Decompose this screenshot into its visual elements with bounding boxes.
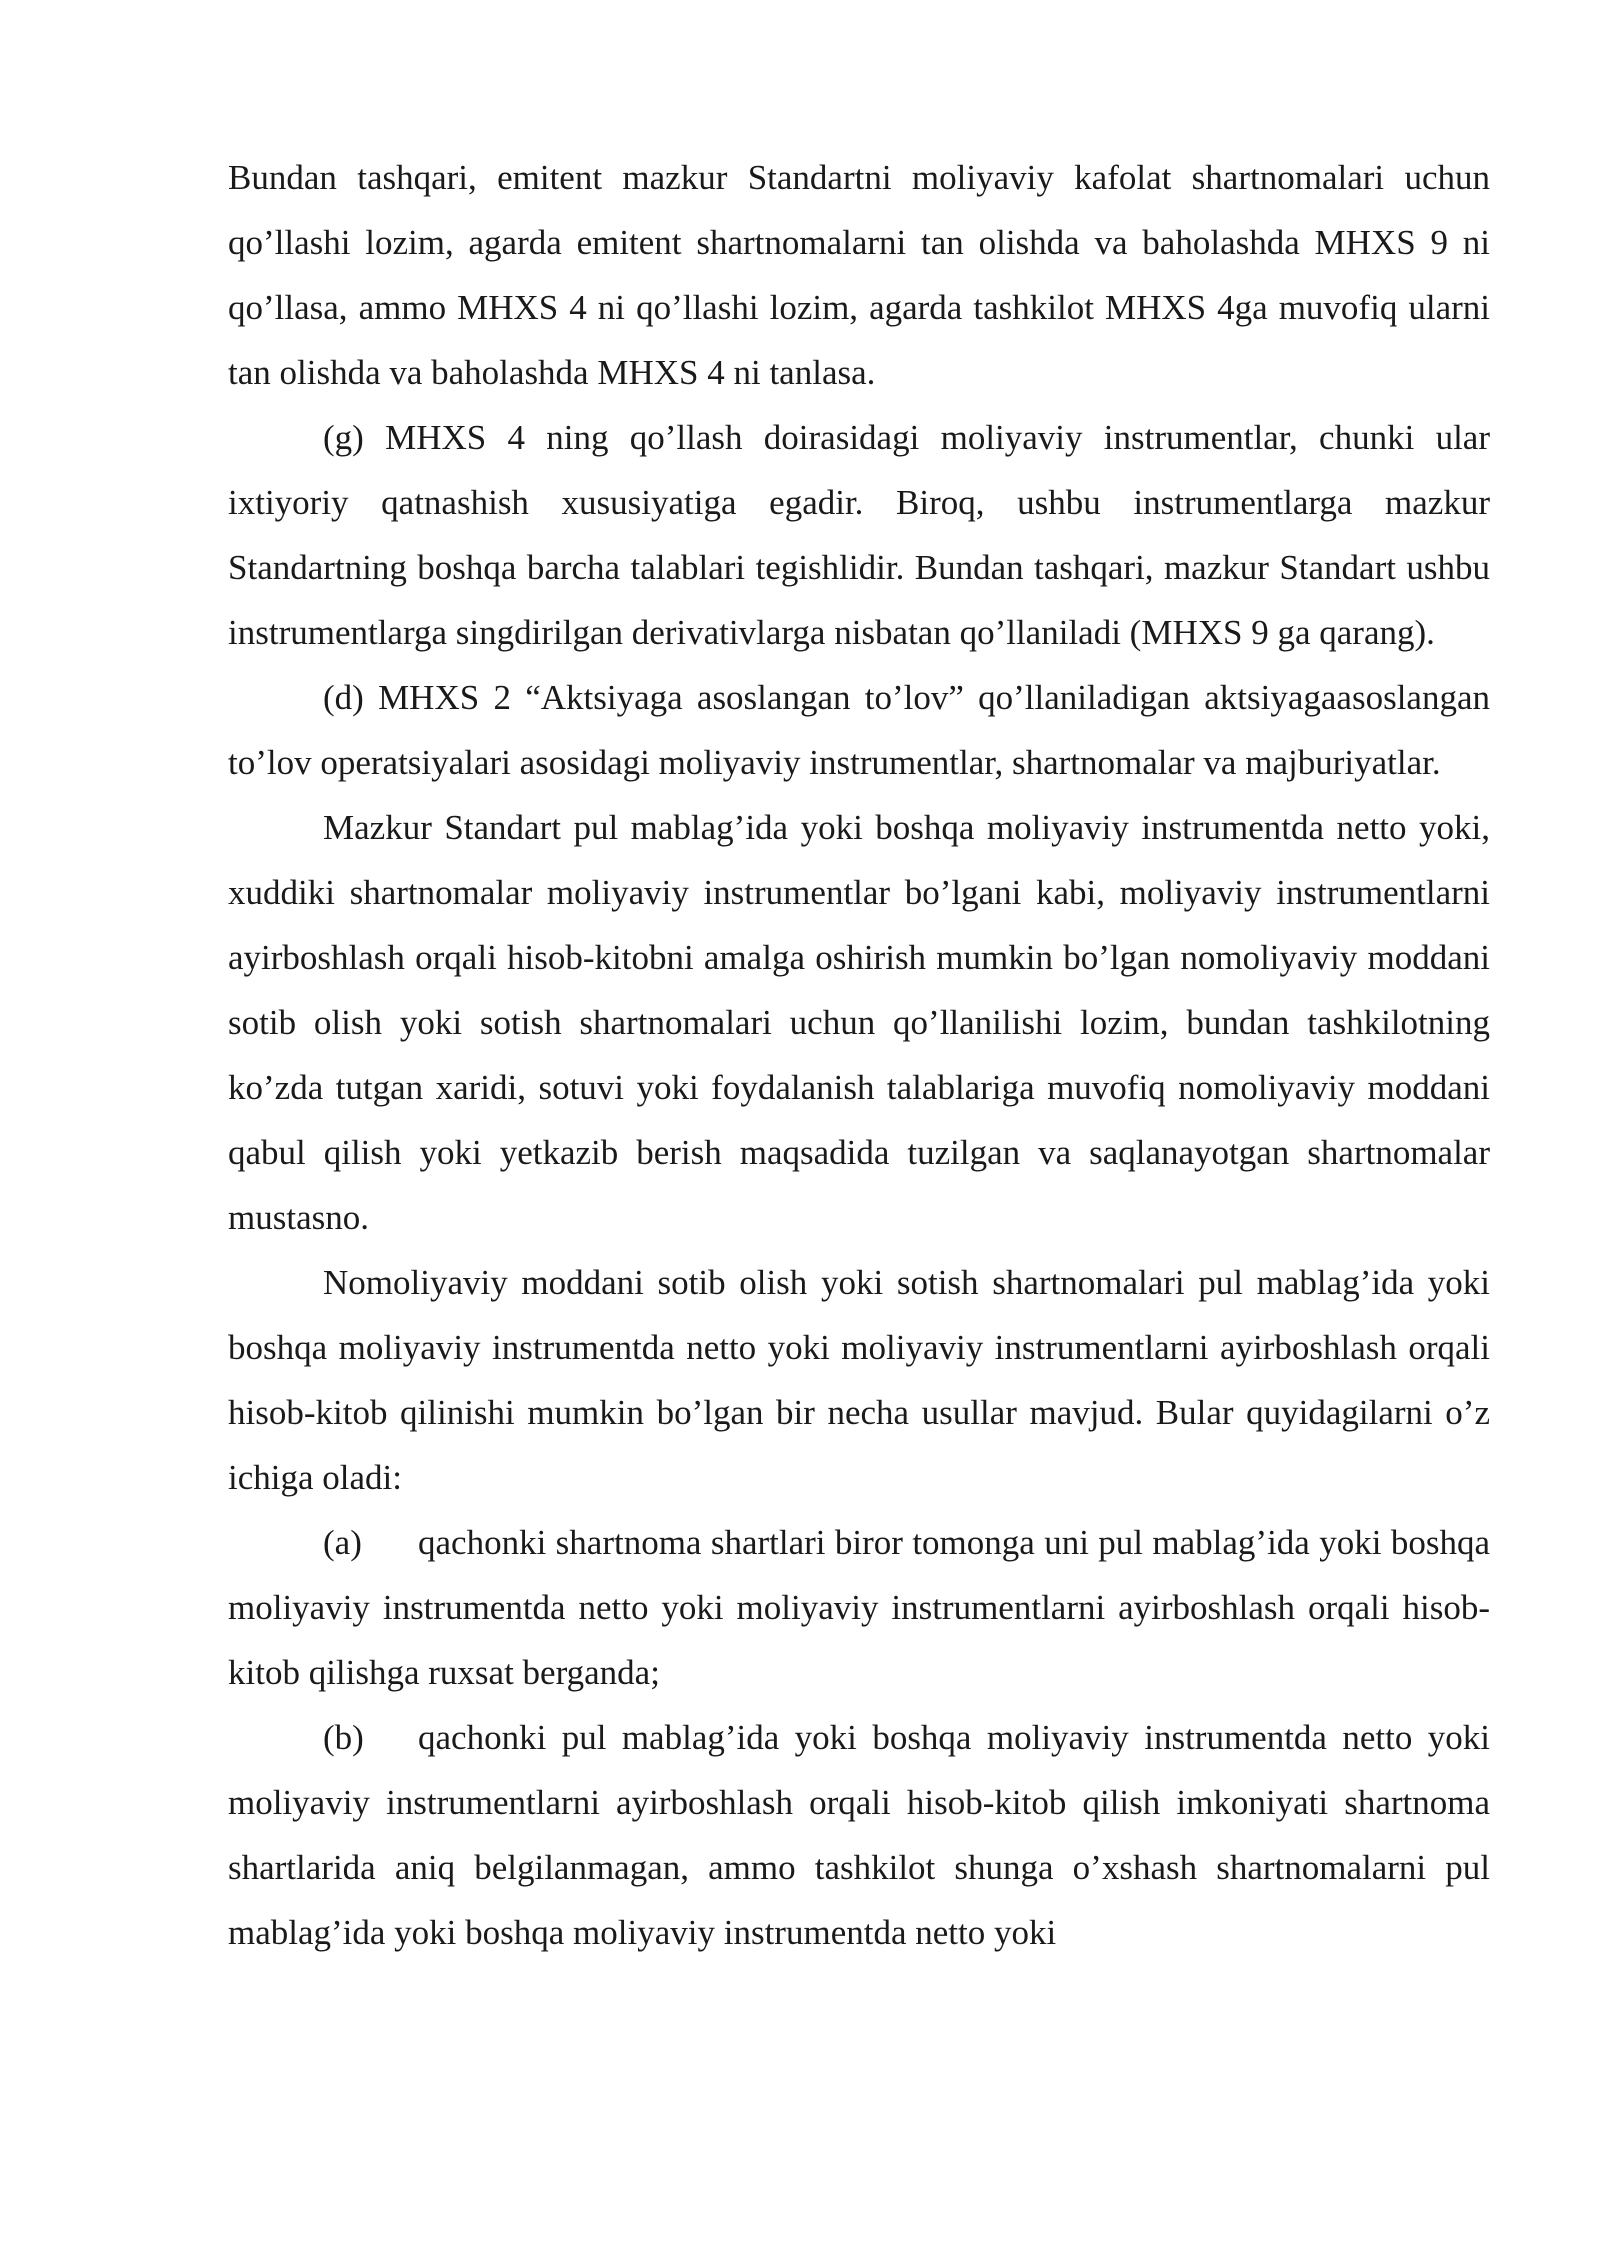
paragraph-5: Nomoliyaviy moddani sotib olish yoki sotish shartnomalari pul mablag’ida yoki boshqa moliyaviy instrumentda netto yoki moliyaviy instrumentlarni ayirboshlash orqali hisob-kitob qilinishi mumkin bo’lgan bir necha usullar mavjud. Bular quyidagilarni o’z ichiga oladi: [228,1263,1490,1497]
paragraph-1: Bundan tashqari, emitent mazkur Standartni moliyaviy kafolat shartnomalari uchun qo’llashi lozim, agarda emitent shartnomalarni tan olishda va baholashda MHXS 9 ni qo’llasa, ammo MHXS 4 ni qo’llashi lozim, agarda tashkilot MHXS 4ga muvofiq ularni tan olishda va baholashda MHXS 4 ni tanlasa. [228,158,1490,392]
document-page [228,145,1490,1965]
list-item-a-text: qachonki shartnoma shartlari biror tomonga uni pul mablag’ida yoki boshqa moliyaviy instrumentda netto yoki moliyaviy instrumentlarni ayirboshlash orqali hisob-kitob qilishga ruxsat berganda; [228,1523,1490,1692]
list-item-b [228,1705,1490,1965]
list-marker-b: (b) [323,1718,364,1757]
paragraph-3: (d) MHXS 2 “Aktsiyaga asoslangan to’lov” qo’llaniladigan aktsiyagaasoslangan to’lov operatsiyalari asosidagi moliyaviy instrumentlar, shartnomalar va majburiyatlar. [228,678,1490,782]
paragraph-4: Mazkur Standart pul mablag’ida yoki boshqa moliyaviy instrumentda netto yoki, xuddiki shartnomalar moliyaviy instrumentlar bo’lgani kabi, moliyaviy instrumentlarni ayirboshlash orqali hisob-kitobni amalga oshirish mumkin bo’lgan nomoliyaviy moddani sotib olish yoki sotish shartnomalari uchun qo’llanilishi lozim, bundan tashkilotning ko’zda tutgan xaridi, sotuvi yoki foydalanish talablariga muvofiq nomoliyaviy moddani qabul qilish yoki yetkazib berish maqsadida tuzilgan va saqlanayotgan shartnomalar mustasno. [228,808,1490,1237]
list-item-a [228,1510,1490,1705]
paragraph-2: (g) MHXS 4 ning qo’llash doirasidagi moliyaviy instrumentlar, chunki ular ixtiyoriy qatnashish xususiyatiga egadir. Biroq, ushbu instrumentlarga mazkur Standartning boshqa barcha talablari tegishlidir. Bundan tashqari, mazkur Standart ushbu instrumentlarga singdirilgan derivativlarga nisbatan qo’llaniladi (MHXS 9 ga qarang). [228,418,1490,652]
list-item-b-text: qachonki pul mablag’ida yoki boshqa moliyaviy instrumentda netto yoki moliyaviy instrumentlarni ayirboshlash orqali hisob-kitob qilish imkoniyati shartnoma shartlarida aniq belgilanmagan, ammo tashkilot shunga o’xshash shartnomalarni pul mablag’ida yoki boshqa moliyaviy instrumentda netto yoki [228,1718,1490,1952]
list-marker-a: (a) [323,1523,362,1562]
